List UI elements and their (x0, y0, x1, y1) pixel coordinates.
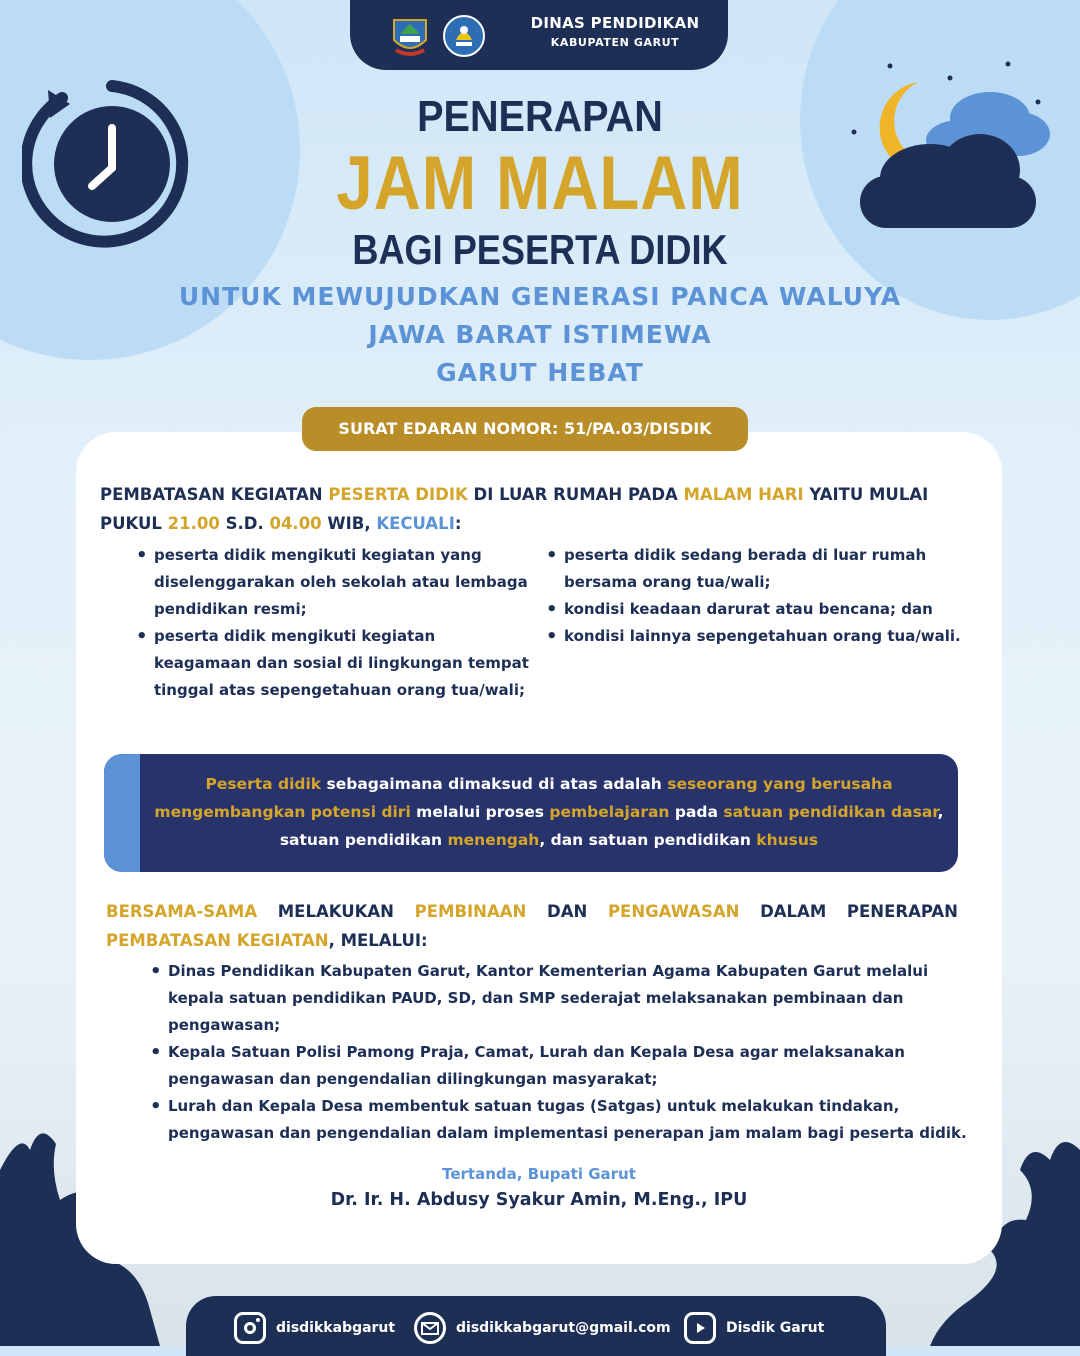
exceptions-list-right (546, 542, 964, 650)
definition-plain: , dan satuan pendidikan (539, 831, 757, 849)
definition-highlight: satuan pendidikan dasar (723, 803, 938, 821)
header-banner (350, 0, 728, 70)
signatory-name: Dr. Ir. H. Abdusy Syakur Amin, M.Eng., IPU (330, 1190, 748, 1210)
signature-label: Tertanda, Bupati Garut (442, 1165, 636, 1183)
title-line1: PENERAPAN (417, 92, 663, 141)
org-name: DINAS PENDIDIKAN (530, 14, 700, 32)
youtube-icon (684, 1312, 716, 1344)
restriction-statement (100, 480, 980, 538)
lead-text: PEMBATASAN KEGIATAN (100, 485, 329, 504)
org-region: KABUPATEN GARUT (550, 36, 680, 49)
supervision-highlight: BERSAMA-SAMA (106, 902, 258, 921)
definition-highlight: menengah (447, 831, 540, 849)
tagline-line3: GARUT HEBAT (436, 358, 644, 387)
supervision-statement-line2 (106, 926, 958, 955)
lead-highlight: MALAM HARI (683, 485, 804, 504)
instagram-link[interactable] (234, 1312, 395, 1344)
header-org (510, 14, 720, 49)
lead-highlight: PESERTA DIDIK (328, 485, 468, 504)
email-link[interactable] (414, 1312, 671, 1344)
youtube-channel: Disdik Garut (726, 1320, 825, 1336)
list-item: • Dinas Pendidikan Kabupaten Garut, Kantor Kementerian Agama Kabupaten Garut melalui kepala satuan pendidikan PAUD, SD, dan SMP sederajat melaksanakan pembinaan dan pengawasan; (168, 958, 978, 1039)
lead-text: YAITU MULAI PUKUL (100, 485, 929, 533)
surat-edaran-badge: SURAT EDARAN NOMOR: 51/PA.03/DISDIK (302, 407, 748, 451)
definition-box (104, 754, 958, 872)
supervision-text: DAN (526, 902, 608, 921)
lead-text: S.D. (219, 514, 270, 533)
email-address: disdikkabgarut@gmail.com (456, 1320, 671, 1336)
exceptions-list-left (136, 542, 534, 704)
actions-list (150, 958, 978, 1147)
definition-plain: sebagaimana dimaksud di atas adalah (321, 775, 668, 793)
definition-highlight: Peserta didik (205, 775, 322, 793)
definition-highlight: khusus (756, 831, 819, 849)
supervision-text: MELAKUKAN (257, 902, 415, 921)
lead-text: WIB, (321, 514, 377, 533)
instagram-handle: disdikkabgarut (276, 1320, 396, 1336)
footer-contacts (186, 1296, 886, 1356)
definition-plain: pada (669, 803, 724, 821)
supervision-text: DALAM PENERAPAN (739, 902, 958, 921)
youtube-link[interactable] (684, 1312, 824, 1344)
tut-wuri-handayani-icon (442, 14, 486, 58)
list-item: • peserta didik mengikuti kegiatan yang diselenggarakan oleh sekolah atau lembaga pendidikan resmi; (154, 542, 534, 623)
list-item: • kondisi lainnya sepengetahuan orang tua/wali. (564, 623, 964, 650)
lead-text: : (454, 514, 462, 533)
lead-time-end: 04.00 (269, 514, 322, 533)
lead-exception-label: KECUALI (376, 514, 455, 533)
content-card (76, 432, 1002, 1264)
supervision-highlight: PEMBINAAN (414, 902, 527, 921)
definition-highlight: seseorang yang berusaha mengembangkan potensi diri (154, 775, 893, 821)
tagline-line1: UNTUK MEWUJUDKAN GENERASI PANCA WALUYA (178, 282, 902, 311)
definition-text (154, 770, 944, 854)
supervision-highlight: PENGAWASAN (607, 902, 740, 921)
definition-accent-strip (104, 754, 140, 872)
definition-plain: melalui proses (410, 803, 550, 821)
title-line2: JAM MALAM (336, 141, 744, 226)
title-line3: BAGI PESERTA DIDIK (352, 226, 728, 273)
supervision-statement (106, 897, 958, 926)
supervision-highlight: PEMBATASAN KEGIATAN (106, 931, 329, 950)
list-item: • Lurah dan Kepala Desa membentuk satuan tugas (Satgas) untuk melakukan tindakan, pengawasan dan pengendalian dalam implementasi penerapan jam malam bagi peserta didik. (168, 1093, 978, 1147)
list-item: • peserta didik sedang berada di luar rumah bersama orang tua/wali; (564, 542, 964, 596)
garut-crest-icon (388, 14, 432, 58)
definition-highlight: pembelajaran (549, 803, 670, 821)
supervision-text: , MELALUI: (328, 931, 428, 950)
instagram-icon (234, 1312, 266, 1344)
definition-plain: , satuan pendidikan (279, 803, 944, 849)
tagline-line2: JAWA BARAT ISTIMEWA (368, 320, 712, 349)
list-item: • peserta didik mengikuti kegiatan keagamaan dan sosial di lingkungan tempat tinggal atas sepengetahuan orang tua/wali; (154, 623, 534, 704)
lead-text: DI LUAR RUMAH PADA (467, 485, 684, 504)
list-item: • Kepala Satuan Polisi Pamong Praja, Camat, Lurah dan Kepala Desa agar melaksanakan pengawasan dan pengendalian dilingkungan masyarakat; (168, 1039, 978, 1093)
lead-time-start: 21.00 (167, 514, 220, 533)
list-item: • kondisi keadaan darurat atau bencana; dan (564, 596, 964, 623)
email-icon (414, 1312, 446, 1344)
